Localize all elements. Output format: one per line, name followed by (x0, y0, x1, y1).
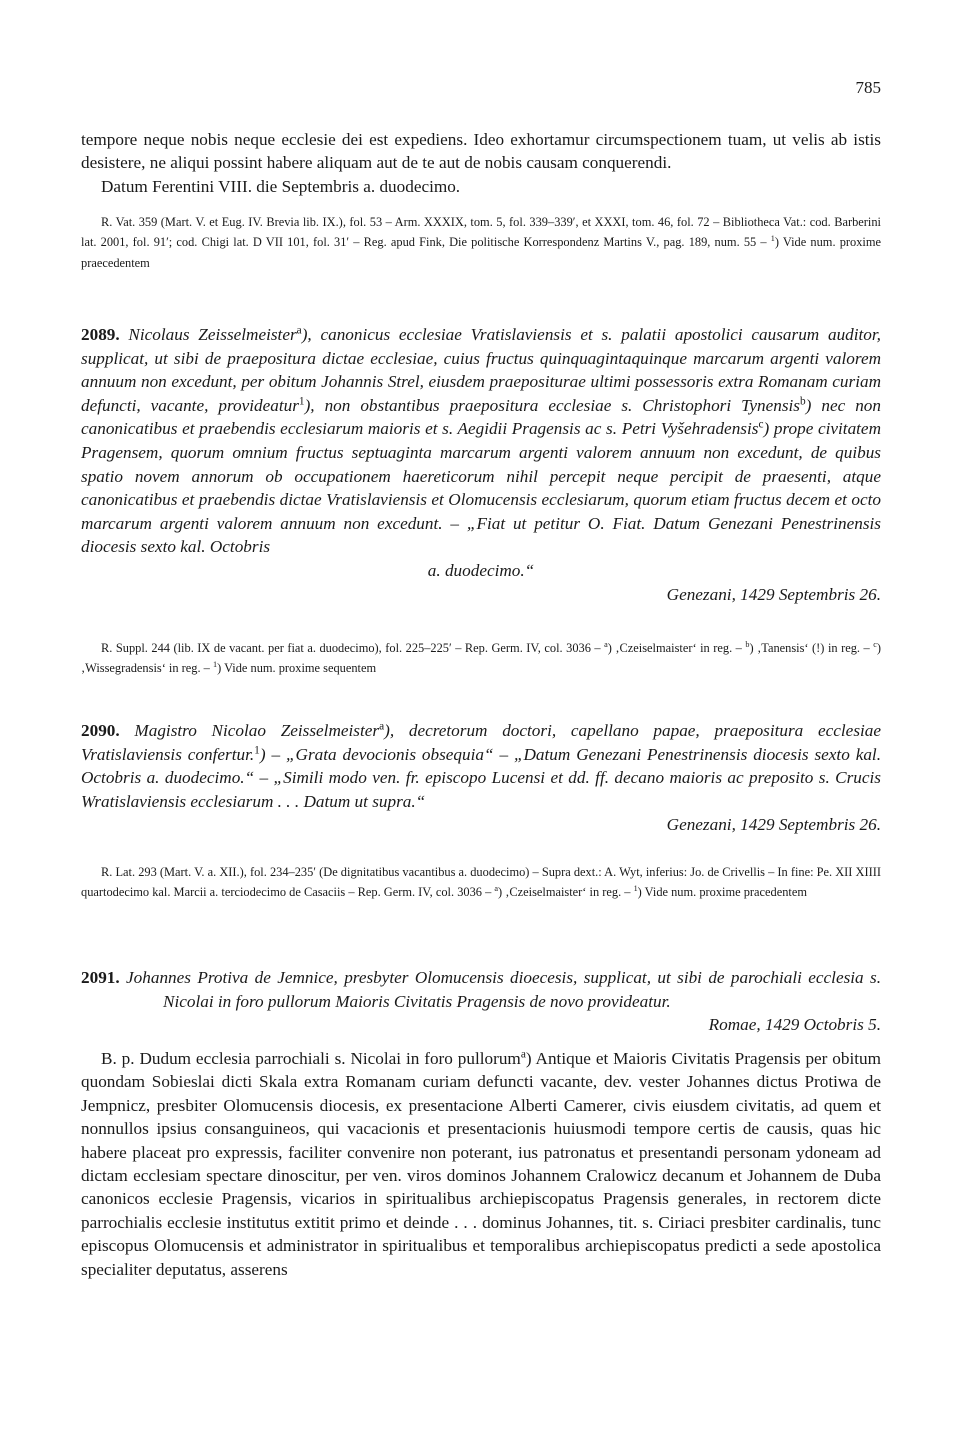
footnote-marker: b (745, 639, 750, 649)
entry-2090-text-3: ) – „Grata devocionis obsequia“ – „Datum Genezani Penestrinensis diocesis sexto kal. Octobris a. duodecimo.“ – „Simili modo ven. fr. episcopo Lucensi et dd. ff. decano maioris ac preposito s. Crucis Wratislaviensis ecclesiarum . . . Datum ut supra.“ (81, 744, 881, 811)
entry-2090-note-paragraph (81, 862, 881, 903)
entry-2091-body-text-1: B. p. Dudum ecclesia parrochiali s. Nicolai in foro pullorum (101, 1049, 521, 1068)
entry-2091-paragraph (81, 1047, 881, 1281)
entry-2090-number: 2090. (81, 721, 120, 740)
footnote-marker: a (520, 1048, 526, 1061)
entry-2091-regest (81, 966, 881, 1037)
entry-2089-regest (81, 323, 881, 606)
footnote-marker: 1 (212, 660, 218, 670)
entry-2089-summary (81, 323, 881, 559)
entry-2089-note-c: ) ‚Wissegradensis‘ in reg. – (81, 641, 881, 676)
footnote-marker: 1 (254, 743, 260, 756)
entry-2090-summary (81, 719, 881, 813)
entry-2090-text-1: Magistro Nicolao Zeisselmeister (119, 721, 380, 740)
entry-2090-regest (81, 719, 881, 837)
footnote-marker: b (800, 395, 806, 408)
footnote-marker: 1 (770, 234, 775, 244)
entry-2091-dateline: Romae, 1429 Octobris 5. (708, 1015, 881, 1035)
entry-2089-note-paragraph (81, 638, 881, 679)
entry-2090-note-1: ) Vide num. proxime pracedentem (637, 885, 808, 900)
entry-2090-note-a: ) ‚Czeiselmaister‘ in reg. – (498, 885, 634, 900)
entry-2089-text-4: ) nec non canonicatibus et praebendis ecclesiarum maioris et s. Aegidii Pragensis ac s. Petri Vyšehradensis (81, 395, 881, 439)
entry-2089-note-a: ) ‚Czeiselmaister‘ in reg. – (607, 641, 742, 655)
intro-note-fn1-text: ) Vide num. proxime praecedentem (81, 235, 881, 270)
entry-2089-notes (81, 638, 881, 679)
entry-2089-closing: a. duodecimo.“ (427, 560, 535, 580)
page-number: 785 (855, 78, 881, 97)
entry-2091-text-1: Johannes Protiva de Jemnice, presbyter Olomucensis dioecesis, supplicat, ut sibi de parochiali ecclesia s. Nicolai in foro pullorum Maioris Civitatis Pragensis de novo provideatur. (119, 968, 881, 1011)
entry-2090-notes (81, 862, 881, 903)
entry-2091-summary (81, 966, 881, 1013)
footnote-marker: a (296, 324, 302, 337)
footnote-marker: 1 (298, 395, 305, 408)
intro-note-paragraph (81, 212, 881, 273)
footnote-marker: a (494, 884, 499, 894)
footnote-marker: a (379, 720, 385, 733)
entry-2089-note-b: ) ‚Tanensis‘ (!) in reg. – (749, 641, 874, 655)
intro-footnote (81, 212, 881, 273)
entry-2090-dateline: Genezani, 1429 Septembris 26. (666, 815, 881, 835)
entry-2089-text-2: ), canonicus ecclesiae Vratislaviensis et s. palatii apostolici causarum auditor, supplicat, ut sibi de praepositura dictae ecclesiae, cuius fructus quinquagintaquinque marcarum argenti valorem annuum non excedunt, per obitum Johannis Strel, eiusdem praepositurae ultimi possessoris extra Romanam curiam defuncti, vacante, provideatur (81, 325, 881, 415)
entry-2089-text-1: Nicolaus Zeisselmeister (119, 325, 297, 344)
entry-2089-dateline: Genezani, 1429 Septembris 26. (666, 584, 881, 604)
entry-2089-number: 2089. (81, 325, 120, 344)
entry-2091-number: 2091. (81, 968, 120, 987)
intro-text (81, 128, 881, 198)
footnote-marker: 1 (633, 884, 638, 894)
footnote-marker: c (758, 418, 764, 431)
footnote-marker: a (604, 639, 608, 649)
entry-2091-body-text-2: ) Antique et Maioris Civitatis Pragensis per obitum quondam Sobieslai dicti Skala extra Romanam curiam defuncti vacante, dev. vester Johannes dictus Protiwa de Jempnicz, presbiter Olomucensis diocesis, ex presentacione Alberti Camerer, civis eiusdem civitatis, ad quem et nonnullos ipsius consanguineos, qui vacacionis et presentacionis huiusmodi tempore certis de causis, quas hic habere placeat pro expressis, faciliter convenire non poterant, ius patronatus et presentandi personam ydoneam ad dictam ecclesiam spectare dinoscitur, per ven. viros dominos Johannem Cralowicz decanum et Johannem de Duba canonicos ecclesie Pragensis, vicarios in spiritualibus archiepiscopatus Pragensis generales, in rectorem dicte parrochialis ecclesie institutus extitit primo et deinde . . . dominus Johannes, tit. s. Ciriaci presbiter cardinalis, tunc episcopus Olomucensis et administrator in spiritualibus et temporalibus archiepiscopatus predicti a sede apostolica specialiter deputatus, asserens (81, 1049, 882, 1279)
entry-2090-note-source: R. Lat. 293 (Mart. V. a. XII.), fol. 234–235′ (De dignitatibus vacantibus a. duodecimo) – Supra dext.: A. Wyt, inferius: Jo. de Crivellis – In fine: Pe. XII XIIII quartodecimo kal. Marcii a. terciodecimo de Casaciis – Rep. Germ. IV, col. 3036 – (81, 865, 881, 900)
entry-2091-body (81, 1047, 881, 1281)
entry-2089-note-1: ) Vide num. proxime sequentem (217, 661, 377, 676)
entry-2089-note-source: R. Suppl. 244 (lib. IX de vacant. per fiat a. duodecimo), fol. 225–225′ – Rep. Germ. IV, col. 3036 – (101, 641, 605, 655)
intro-dated: Datum Ferentini VIII. die Septembris a. duodecimo. (101, 176, 461, 196)
intro-note-text: R. Vat. 359 (Mart. V. et Eug. IV. Brevia lib. IX.), fol. 53 – Arm. XXXIX, tom. 5, fol. 339–339′, et XXXI, tom. 46, fol. 72 – Bibliotheca Vat.: cod. Barberini lat. 2001, fol. 91′; cod. Chigi lat. D VII 101, fol. 31′ – Reg. apud Fink, Die politische Korrespondenz Martins V., pag. 189, num. 55 – (81, 215, 881, 250)
entry-2090-text-2: ), decretorum doctori, capellano papae, praepositura ecclesiae Vratislaviensis confertur. (81, 721, 881, 764)
footnote-marker: c (873, 639, 877, 649)
entry-2089-text-5: ) prope civitatem Pragensem, quorum omnium fructus septuaginta marcarum argenti valorem annuum non excedunt, de quibus spatio novem annorum ob occupationem haereticorum nihil percepit neque percipit de praesenti, atque canonicatibus et praebendis dictae Vratislaviensis et Olomucensis ecclesiarum, quorum etiam fructus decem et octo marcarum argenti valorem annuum non excedunt. – „Fiat ut petitur O. Fiat. Datum Genezani Penestrinensis diocesis sexto kal. Octobris (81, 419, 881, 557)
entry-2089-text-3: ), non obstantibus praepositura ecclesiae s. Christophori Tynensis (304, 395, 800, 415)
intro-paragraph: tempore neque nobis neque ecclesie dei est expediens. Ideo exhortamur circumspectionem tuam, ut velis ab istis desistere, ne aliqui possint habere aliquam aut de te aut de nobis causam conquerendi. (81, 130, 881, 173)
